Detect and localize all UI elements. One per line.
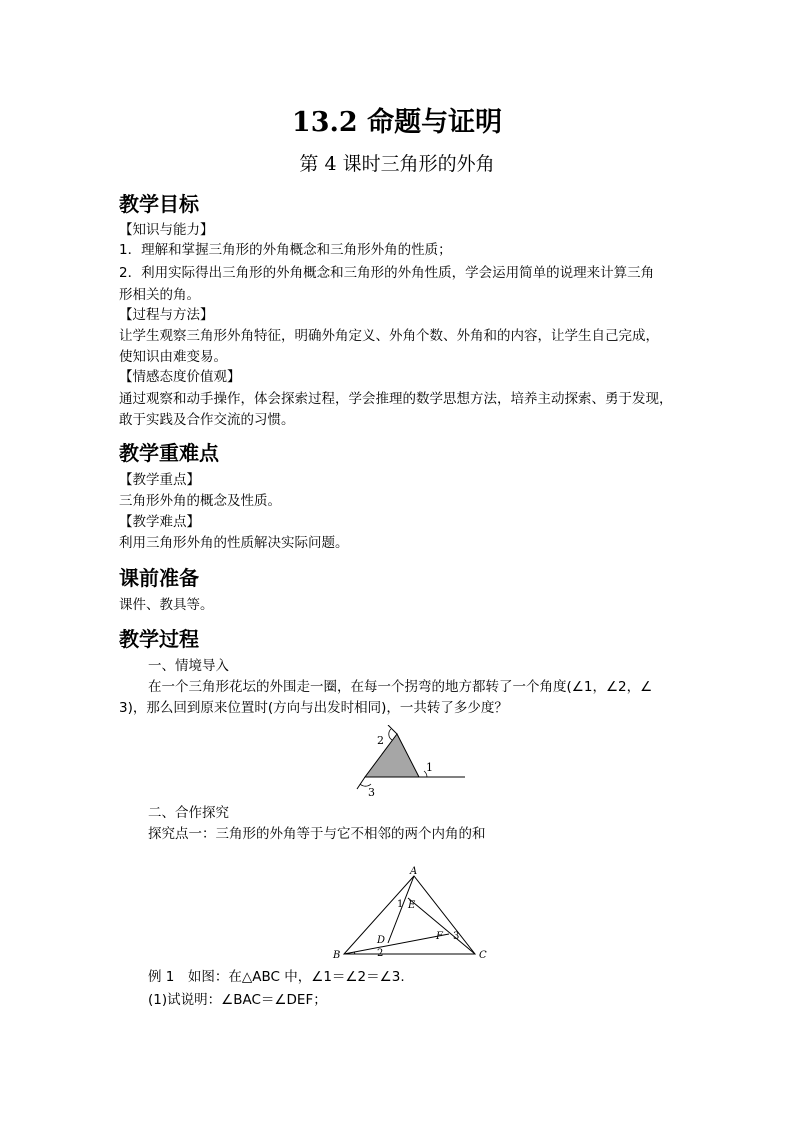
vertex-label-c: C	[479, 950, 487, 961]
keypoints-heading: 教学重难点	[119, 441, 219, 465]
process-method-text-b: 使知识由难变易。	[119, 349, 227, 365]
vertex-label-f: F	[436, 931, 443, 942]
difficulty-label: 【教学难点】	[119, 514, 200, 530]
process-method-label: 【过程与方法】	[119, 307, 214, 323]
emotion-text-b: 敢于实践及合作交流的习惯。	[119, 412, 295, 428]
vertex-label-d: D	[377, 935, 386, 946]
knowledge-label: 【知识与能力】	[119, 222, 214, 238]
section-1-title: 一、情境导入	[148, 658, 229, 674]
prep-text: 课件、教具等。	[119, 597, 214, 613]
triangle-abc-figure	[325, 865, 495, 965]
shaded-triangle	[365, 734, 419, 777]
page-title: 13.2 命题与证明	[291, 107, 503, 138]
vertex-label-a: A	[410, 866, 418, 877]
example-1: 例 1 如图：在△ABC 中，∠1＝∠2＝∠3.	[148, 969, 405, 985]
angle-label-1: 1	[397, 899, 404, 910]
knowledge-item-2b: 形相关的角。	[119, 287, 200, 303]
section-1-text-b: 3)，那么回到原来位置时(方向与出发时相同)，一共转了多少度？	[119, 700, 508, 716]
process-method-text-a: 让学生观察三角形外角特征，明确外角定义、外角个数、外角和的内容，让学生自己完成，	[119, 328, 659, 344]
focus-text: 三角形外角的概念及性质。	[119, 493, 281, 509]
triangle-garden-figure	[350, 725, 470, 800]
explore-point-1: 探究点一：三角形的外角等于与它不相邻的两个内角的和	[148, 826, 486, 842]
vertex-label-b: B	[333, 950, 341, 961]
process-heading: 教学过程	[119, 627, 199, 651]
segment-ce	[408, 898, 475, 954]
extension-line-3	[357, 777, 365, 789]
prep-heading: 课前准备	[119, 566, 199, 590]
example-1-question-1: (1)试说明：∠BAC＝∠DEF；	[148, 992, 327, 1008]
section-2-title: 二、合作探究	[148, 805, 229, 821]
vertex-label-e: E	[408, 900, 416, 911]
angle-arc-2	[389, 729, 392, 740]
angle-label-2: 2	[377, 948, 384, 959]
angle-label-3: 3	[453, 931, 460, 942]
extension-line-2	[388, 725, 397, 734]
angle-label-3: 3	[368, 786, 375, 799]
angle-label-2: 2	[377, 734, 384, 747]
knowledge-item-2a: 2．利用实际得出三角形的外角概念和三角形的外角性质，学会运用简单的说理来计算三角	[119, 265, 655, 281]
objectives-heading: 教学目标	[119, 192, 199, 216]
emotion-label: 【情感态度价值观】	[119, 369, 241, 385]
difficulty-text: 利用三角形外角的性质解决实际问题。	[119, 535, 349, 551]
knowledge-item-1: 1．理解和掌握三角形的外角概念和三角形外角的性质；	[119, 242, 452, 258]
focus-label: 【教学重点】	[119, 472, 200, 488]
angle-label-1: 1	[426, 761, 433, 774]
page-subtitle: 第 4 课时三角形的外角	[299, 153, 495, 175]
section-1-text-a: 在一个三角形花坛的外围走一圈，在每一个拐弯的地方都转了一个角度(∠1，∠2，∠	[148, 679, 653, 695]
emotion-text-a: 通过观察和动手操作，体会探索过程，学会推理的数学思想方法，培养主动探索、勇于发现，	[119, 391, 673, 407]
